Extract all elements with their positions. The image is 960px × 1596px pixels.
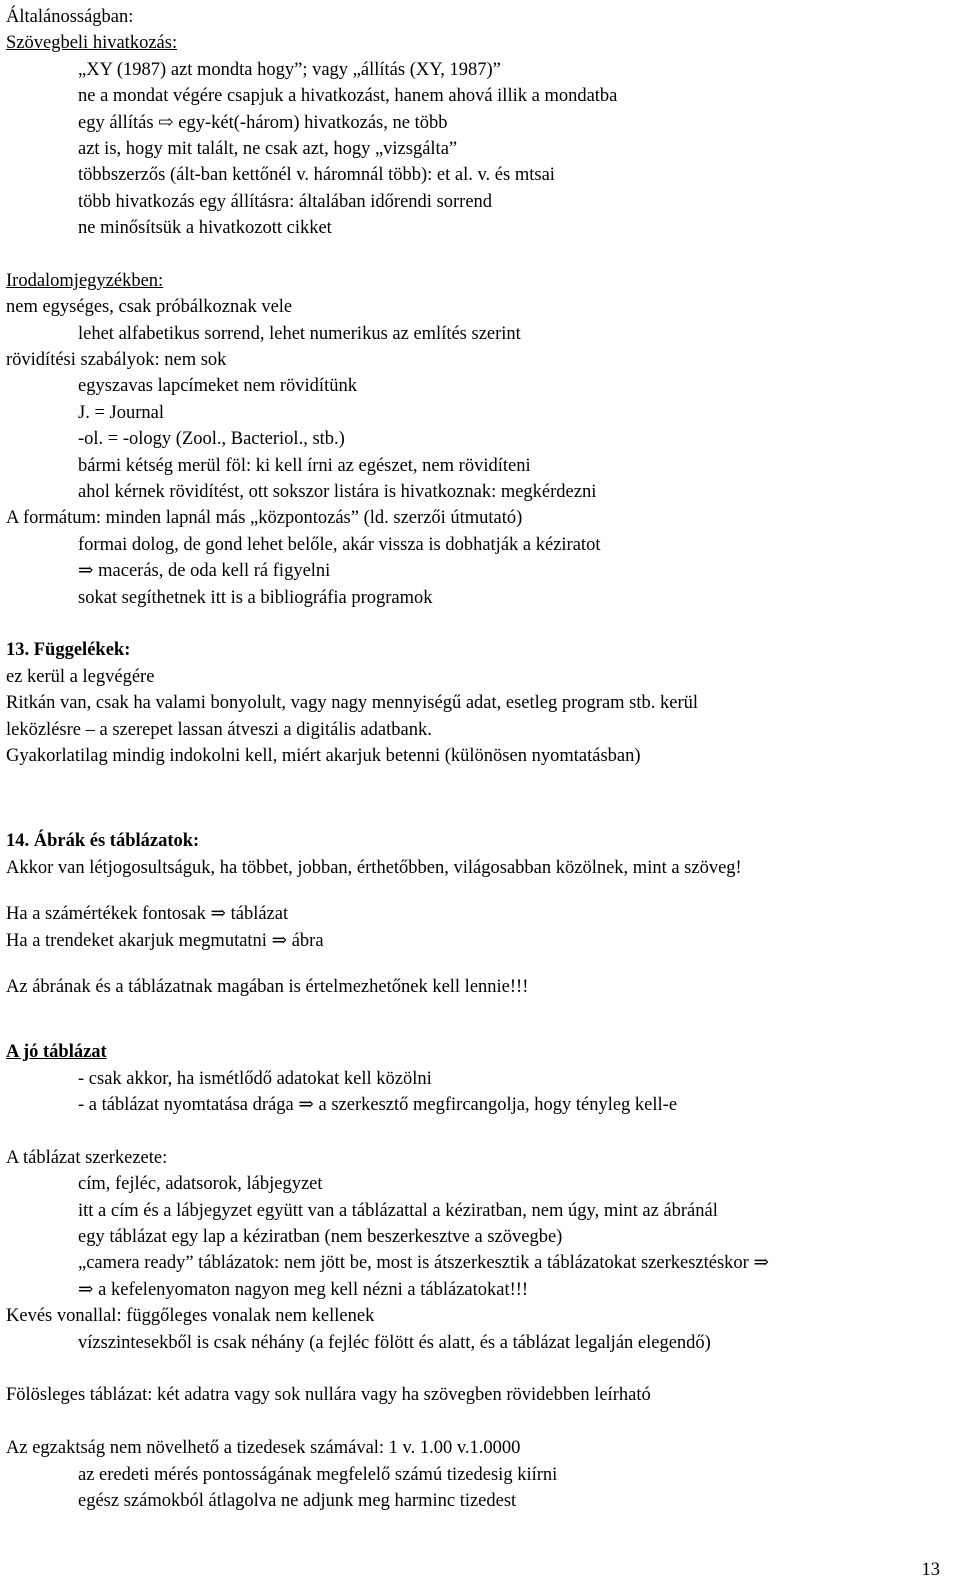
text-fragment: - a táblázat nyomtatása drága	[78, 1095, 299, 1116]
text-fragment: egy-két(-három) hivatkozás, ne több	[173, 112, 448, 133]
text-line: „XY (1987) azt mondta hogy”; vagy „állítás (XY, 1987)”	[78, 59, 501, 80]
spacer	[6, 1356, 946, 1382]
spacer	[6, 808, 946, 828]
text-line	[6, 1277, 946, 1303]
text-line	[6, 558, 946, 584]
text-line	[6, 110, 946, 136]
text-line: több hivatkozás egy állításra: általában időrendi sorrend	[78, 191, 493, 212]
subheading-intext-citation: Szövegbeli hivatkozás:	[6, 33, 178, 54]
text-line: cím, fejléc, adatsorok, lábjegyzet	[78, 1174, 323, 1195]
text-line: többszerzős (ált-ban kettőnél v. háromnál több): et al. v. és mtsai	[78, 165, 555, 186]
subheading-bibliography: Irodalomjegyzékben:	[6, 270, 164, 291]
text-line: leközlésre – a szerepet lassan átveszi a digitális adatbank.	[6, 719, 432, 740]
text-line	[6, 928, 946, 954]
text-line: - csak akkor, ha ismétlődő adatokat kell közölni	[78, 1068, 432, 1089]
text-line: Fölösleges táblázat: két adatra vagy sok nullára vagy ha szövegben rövidebben leírható	[6, 1385, 651, 1406]
implies-arrow-icon: ⇒	[271, 930, 288, 951]
text-line: Az ábrának és a táblázatnak magában is értelmezhetőnek kell lennie!!!	[6, 976, 529, 997]
implies-arrow-icon: ⇒	[753, 1253, 769, 1274]
spacer	[6, 1409, 946, 1435]
implies-arrow-icon: ⇒	[210, 904, 226, 925]
text-fragment: egy állítás	[78, 112, 159, 133]
text-line: itt a cím és a lábjegyzet együtt van a táblázattal a kéziratban, nem úgy, mint az ábránál	[78, 1200, 718, 1221]
spacer	[6, 769, 946, 808]
text-line: Az egzaktság nem növelhető a tizedesek számával: 1 v. 1.00 v.1.0000	[6, 1438, 521, 1459]
section-heading-figures-tables: 14. Ábrák és táblázatok:	[6, 831, 200, 852]
text-fragment: macerás, de oda kell rá figyelni	[93, 561, 331, 582]
implies-arrow-icon: ⇒	[298, 1095, 314, 1116]
text-line	[6, 1250, 946, 1276]
text-line: -ol. = -ology (Zool., Bacteriol., stb.)	[78, 429, 345, 450]
section-heading-general: Általánosságban:	[6, 7, 134, 27]
text-line: A táblázat szerkezete:	[6, 1147, 168, 1168]
text-line: A formátum: minden lapnál más „központozás” (ld. szerzői útmutató)	[6, 508, 523, 529]
text-line: Akkor van létjogosultságuk, ha többet, jobban, érthetőbben, világosabban közölnek, mint a szöveg!	[6, 857, 742, 878]
section-heading-good-table: A jó táblázat	[6, 1042, 107, 1063]
text-line	[6, 1092, 946, 1118]
text-line: sokat segíthetnek itt is a bibliográfia programok	[78, 587, 433, 608]
spacer	[6, 881, 946, 901]
text-line: Gyakorlatilag mindig indokolni kell, miért akarjuk betenni (különösen nyomtatásban)	[6, 745, 641, 766]
spacer	[6, 1118, 946, 1144]
text-line: ne minősítsük a hivatkozott cikket	[78, 218, 332, 239]
text-line: vízszintesekből is csak néhány (a fejléc fölött és alatt, és a táblázat legalján elegendő)	[78, 1332, 711, 1353]
text-line: lehet alfabetikus sorrend, lehet numerikus az említés szerint	[78, 323, 521, 344]
spacer	[6, 954, 946, 974]
spacer	[6, 242, 946, 268]
text-line: Ritkán van, csak ha valami bonyolult, vagy nagy mennyiségű adat, esetleg program stb. kerül	[6, 693, 699, 714]
text-fragment: Ha a trendeket akarjuk megmutatni	[6, 930, 272, 951]
spacer	[6, 1000, 946, 1039]
text-line	[6, 901, 946, 927]
text-line: az eredeti mérés pontosságának megfelelő számú tizedesig kiírni	[78, 1464, 558, 1485]
text-line: egyszavas lapcímeket nem rövidítünk	[78, 376, 357, 397]
text-line: rövidítési szabályok: nem sok	[6, 350, 227, 371]
text-fragment: Ha a számértékek fontosak	[6, 904, 211, 925]
text-line: bármi kétség merül föl: ki kell írni az egészet, nem rövidíteni	[78, 455, 531, 476]
hollow-arrow-icon: ⇨	[158, 112, 174, 133]
text-line: egy táblázat egy lap a kéziratban (nem beszerkesztve a szövegbe)	[78, 1227, 563, 1248]
text-fragment: táblázat	[225, 904, 289, 925]
text-line: nem egységes, csak próbálkoznak vele	[6, 297, 293, 318]
text-fragment: a kefelenyomaton nagyon meg kell nézni a táblázatokat!!!	[93, 1279, 529, 1300]
text-line: formai dolog, de gond lehet belőle, akár vissza is dobhatják a kéziratot	[78, 534, 601, 555]
text-line: ne a mondat végére csapjuk a hivatkozást, hanem ahová illik a mondatba	[78, 86, 618, 107]
text-line: ez kerül a legvégére	[6, 666, 155, 687]
text-line: ahol kérnek rövidítést, ott sokszor listára is hivatkoznak: megkérdezni	[78, 482, 597, 503]
implies-arrow-icon: ⇒	[78, 561, 94, 582]
text-fragment: „camera ready” táblázatok: nem jött be, most is átszerkesztik a táblázatokat szerkesztéskor	[78, 1253, 754, 1274]
implies-arrow-icon: ⇒	[78, 1279, 94, 1300]
spacer	[6, 611, 946, 637]
text-line: egész számokból átlagolva ne adjunk meg harminc tizedest	[78, 1490, 517, 1511]
document-page	[6, 4, 946, 1514]
text-fragment: ábra	[287, 930, 324, 951]
text-fragment: a szerkesztő megfircangolja, hogy tényleg kell-e	[313, 1095, 678, 1116]
page-number: 13	[921, 1560, 940, 1580]
section-heading-appendix: 13. Függelékek:	[6, 640, 131, 661]
text-line: azt is, hogy mit talált, ne csak azt, hogy „vizsgálta”	[78, 138, 458, 159]
text-line: J. = Journal	[78, 402, 164, 423]
text-line: Kevés vonallal: függőleges vonalak nem kellenek	[6, 1306, 375, 1327]
